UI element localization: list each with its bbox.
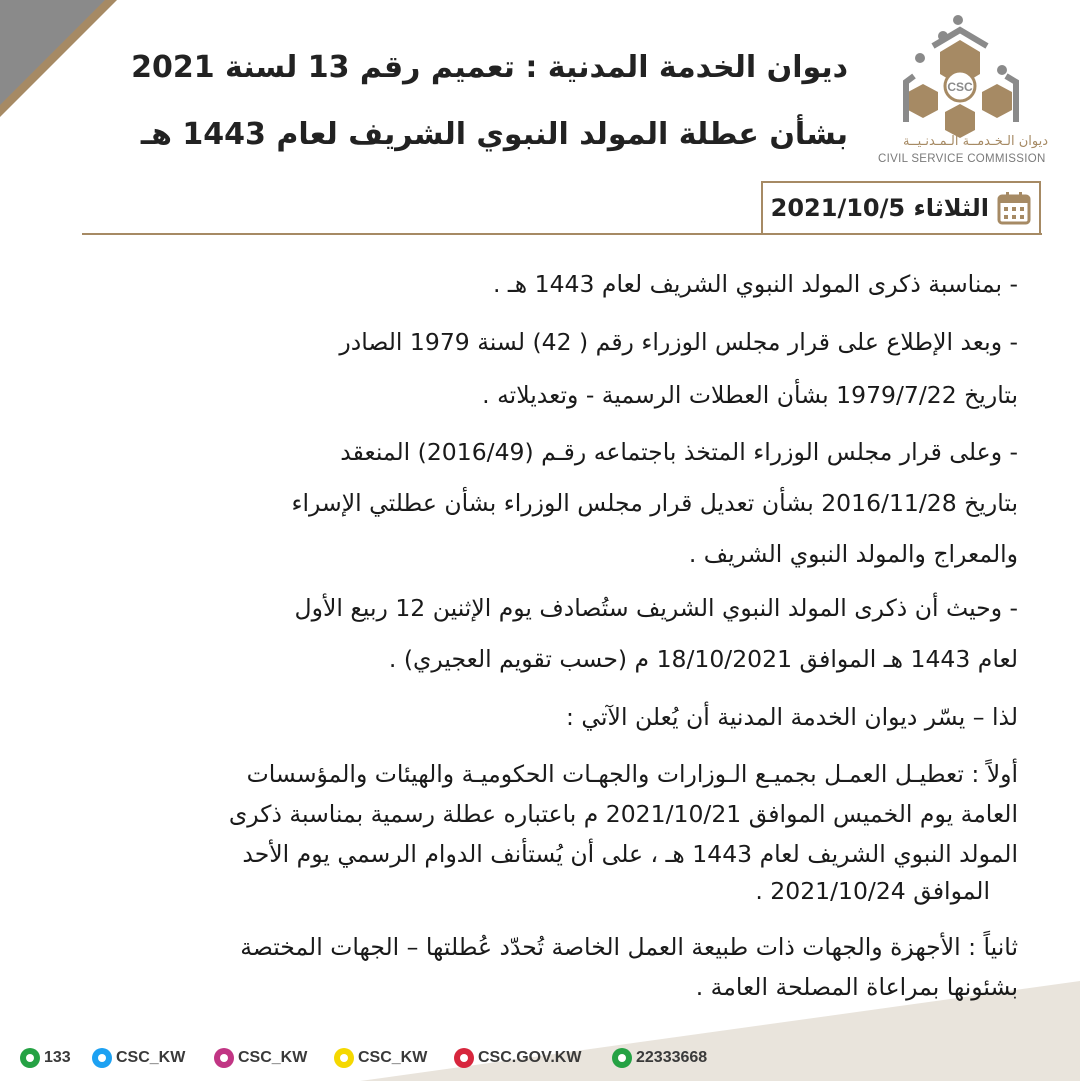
paragraph-4-line-1: - وحيث أن ذكرى المولد النبوي الشريف ستُصادف يوم الإثنين 12 ربيع الأول — [294, 594, 1018, 622]
paragraph-3-line-3: والمعراج والمولد النبوي الشريف . — [688, 540, 1018, 568]
paragraph-6-line-4: الموافق 2021/10/24 . — [755, 877, 990, 905]
snapchat-icon — [334, 1048, 354, 1068]
whatsapp-icon — [612, 1048, 632, 1068]
paragraph-2-line-2: بتاريخ 1979/7/22 بشأن العطلات الرسمية - وتعديلاته . — [482, 381, 1018, 409]
paragraph-4-line-2: لعام 1443 هـ الموافق 18/10/2021 م (حسب تقويم العجيري) . — [388, 645, 1018, 673]
footer-website-text: CSC.GOV.KW — [478, 1049, 582, 1066]
instagram-icon — [214, 1048, 234, 1068]
footer-phone[interactable] — [20, 1044, 71, 1072]
paragraph-3-line-1: - وعلى قرار مجلس الوزراء المتخذ باجتماعه رقـم (2016/49) المنعقد — [340, 438, 1018, 466]
phone-icon — [20, 1048, 40, 1068]
page-title-line-1: ديوان الخدمة المدنية : تعميم رقم 13 لسنة 2021 — [131, 50, 848, 85]
logo-name-english: CIVIL SERVICE COMMISSION — [878, 153, 1046, 165]
page-title-line-2: بشأن عطلة المولد النبوي الشريف لعام 1443 هـ — [140, 117, 848, 152]
logo-badge-text: CSC — [947, 80, 973, 94]
header-divider — [82, 233, 1042, 235]
footer-website[interactable] — [454, 1044, 581, 1072]
footer-whatsapp[interactable] — [612, 1044, 707, 1072]
paragraph-7-line-1: ثانياً : الأجهزة والجهات ذات طبيعة العمل الخاصة تُحدّد عُطلتها – الجهات المختصة — [240, 933, 1018, 961]
paragraph-1: - بمناسبة ذكرى المولد النبوي الشريف لعام 1443 هـ . — [492, 270, 1018, 298]
footer-twitter-text: CSC_KW — [116, 1049, 186, 1066]
calendar-icon — [997, 191, 1031, 225]
footer-snapchat-text: CSC_KW — [358, 1049, 428, 1066]
footer-instagram-text: CSC_KW — [238, 1049, 308, 1066]
paragraph-3-line-2: بتاريخ 2016/11/28 بشأن تعديل قرار مجلس الوزراء بشأن عطلتي الإسراء — [291, 489, 1018, 517]
footer-phone-text: 133 — [44, 1049, 71, 1066]
footer-twitter[interactable] — [92, 1044, 185, 1072]
paragraph-6-line-2: العامة يوم الخميس الموافق 2021/10/21 م باعتباره عطلة رسمية بمناسبة ذكرى — [228, 800, 1018, 828]
date-text: الثلاثاء 2021/10/5 — [770, 194, 989, 222]
footer-instagram[interactable] — [214, 1044, 307, 1072]
twitter-icon — [92, 1048, 112, 1068]
web-icon — [454, 1048, 474, 1068]
paragraph-2-line-1: - وبعد الإطلاع على قرار مجلس الوزراء رقم ( 42) لسنة 1979 الصادر — [339, 328, 1018, 356]
date-box — [761, 181, 1041, 235]
paragraph-6-line-3: المولد النبوي الشريف لعام 1443 هـ ، على أن يُستأنف الدوام الرسمي يوم الأحد — [242, 840, 1018, 868]
paragraph-7-line-2: بشئونها بمراعاة المصلحة العامة . — [695, 973, 1018, 1001]
logo-name-arabic: ديوان الـخـدمــة الـمـدنـيــة — [903, 134, 1048, 149]
footer-snapchat[interactable] — [334, 1044, 427, 1072]
paragraph-6-line-1: أولاً : تعطيـل العمـل بجميـع الـوزارات والجهـات الحكوميـة والهيئات والمؤسسات — [246, 760, 1018, 788]
paragraph-5: لذا – يسّر ديوان الخدمة المدنية أن يُعلن الآتي : — [566, 703, 1018, 731]
footer-whatsapp-text: 22333668 — [636, 1049, 708, 1066]
